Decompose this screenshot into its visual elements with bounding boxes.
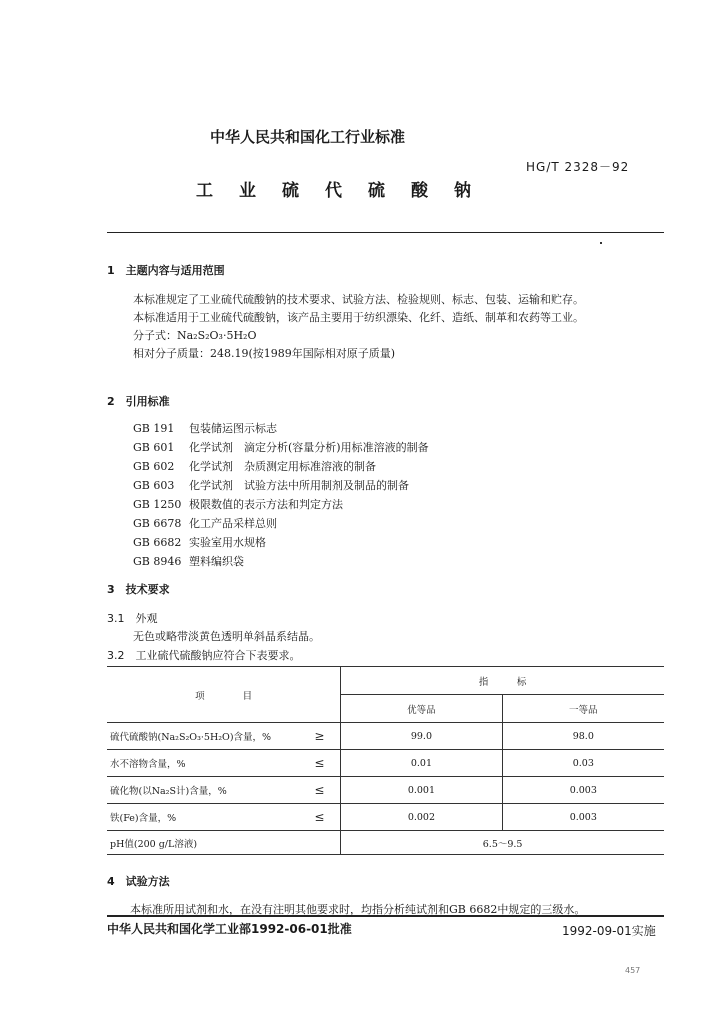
- row-item: 硫化物(以Na₂S计)含量，%: [107, 777, 299, 804]
- ref-item: [133, 496, 343, 512]
- ref-title: 化学试剂 滴定分析(容量分析)用标准溶液的制备: [189, 441, 429, 454]
- section-3-heading: 3 技术要求: [107, 583, 170, 596]
- document-title: 工业硫代硫酸钠: [196, 181, 497, 201]
- ref-code: GB 602: [133, 460, 175, 473]
- page-number: 457: [625, 966, 641, 975]
- ref-title: 极限数值的表示方法和判定方法: [189, 498, 343, 511]
- ref-code: GB 6678: [133, 517, 182, 530]
- row-first: 0.03: [502, 750, 664, 777]
- standard-number: HG/T 2328－92: [526, 160, 630, 174]
- table-row: [107, 723, 664, 750]
- scope-line-1: 本标准规定了工业硫代硫酸钠的技术要求、试验方法、检验规则、标志、包装、运输和贮存。: [133, 293, 584, 306]
- row-first: 0.003: [502, 804, 664, 831]
- ref-item: [133, 515, 277, 531]
- molecular-formula: 分子式：Na₂S₂O₃·5H₂O: [133, 329, 257, 342]
- org-title: 中华人民共和国化工行业标准: [210, 128, 406, 146]
- section-2-heading: 2 引用标准: [107, 395, 170, 408]
- row-first: 98.0: [502, 723, 664, 750]
- row-superior: 0.01: [341, 750, 502, 777]
- ref-title: 实验室用水规格: [189, 536, 266, 549]
- ref-title: 塑料编织袋: [189, 555, 244, 568]
- row-item: 水不溶物含量，%: [107, 750, 299, 777]
- issuer-approval: 中华人民共和国化学工业部1992-06-01批准: [107, 922, 352, 936]
- row-superior: 0.002: [341, 804, 502, 831]
- table-row: [107, 777, 664, 804]
- ref-title: 包装储运图示标志: [189, 422, 277, 435]
- footer-rule: [107, 915, 664, 917]
- row-superior: 99.0: [341, 723, 502, 750]
- ref-code: GB 1250: [133, 498, 182, 511]
- table-header-item: 项 目: [107, 667, 341, 723]
- scope-line-2: 本标准适用于工业硫代硫酸钠，该产品主要用于纺织漂染、化纤、造纸、制革和农药等工业。: [133, 311, 584, 324]
- row-item: 铁(Fe)含量，%: [107, 804, 299, 831]
- ref-code: GB 191: [133, 422, 175, 435]
- ref-code: GB 603: [133, 479, 175, 492]
- appearance-text: 无色或略带淡黄色透明单斜晶系结晶。: [133, 630, 320, 643]
- row-operator: ≥: [299, 723, 341, 750]
- row-operator: ≤: [299, 750, 341, 777]
- table-row: [107, 804, 664, 831]
- ref-item: [133, 553, 244, 569]
- ph-value: 6.5～9.5: [341, 831, 664, 855]
- ref-item: [133, 477, 409, 493]
- test-method-text: 本标准所用试剂和水，在没有注明其他要求时，均指分析纯试剂和GB 6682中规定的三级水。: [130, 903, 586, 916]
- effective-date: 1992-09-01实施: [562, 924, 656, 938]
- ref-title: 化工产品采样总则: [189, 517, 277, 530]
- row-item: 硫代硫酸钠(Na₂S₂O₃·5H₂O)含量，%: [107, 723, 299, 750]
- table-header-superior: 优等品: [341, 695, 502, 723]
- section-3-2-heading: 3.2 工业硫代硫酸钠应符合下表要求。: [107, 649, 301, 662]
- ref-item: [133, 420, 277, 436]
- ref-code: GB 6682: [133, 536, 182, 549]
- ref-item: [133, 458, 376, 474]
- molecular-mass: 相对分子质量：248.19(按1989年国际相对原子质量): [133, 347, 396, 360]
- specification-table: [107, 666, 664, 855]
- row-operator: ≤: [299, 804, 341, 831]
- table-header-index: 指 标: [341, 667, 664, 695]
- ref-item: [133, 439, 429, 455]
- table-header-first: 一等品: [502, 695, 664, 723]
- table-row: [107, 750, 664, 777]
- row-operator: ≤: [299, 777, 341, 804]
- ref-title: 化学试剂 杂质测定用标准溶液的制备: [189, 460, 376, 473]
- speck: [600, 242, 602, 244]
- header-rule: [107, 232, 664, 233]
- section-4-heading: 4 试验方法: [107, 875, 170, 888]
- ph-item: pH值(200 g/L溶液): [107, 831, 341, 855]
- ref-code: GB 601: [133, 441, 175, 454]
- section-3-1-heading: 3.1 外观: [107, 612, 158, 625]
- ref-item: [133, 534, 266, 550]
- row-first: 0.003: [502, 777, 664, 804]
- ref-code: GB 8946: [133, 555, 182, 568]
- row-superior: 0.001: [341, 777, 502, 804]
- section-1-heading: 1 主题内容与适用范围: [107, 264, 225, 277]
- table-row: [107, 831, 664, 855]
- ref-title: 化学试剂 试验方法中所用制剂及制品的制备: [189, 479, 409, 492]
